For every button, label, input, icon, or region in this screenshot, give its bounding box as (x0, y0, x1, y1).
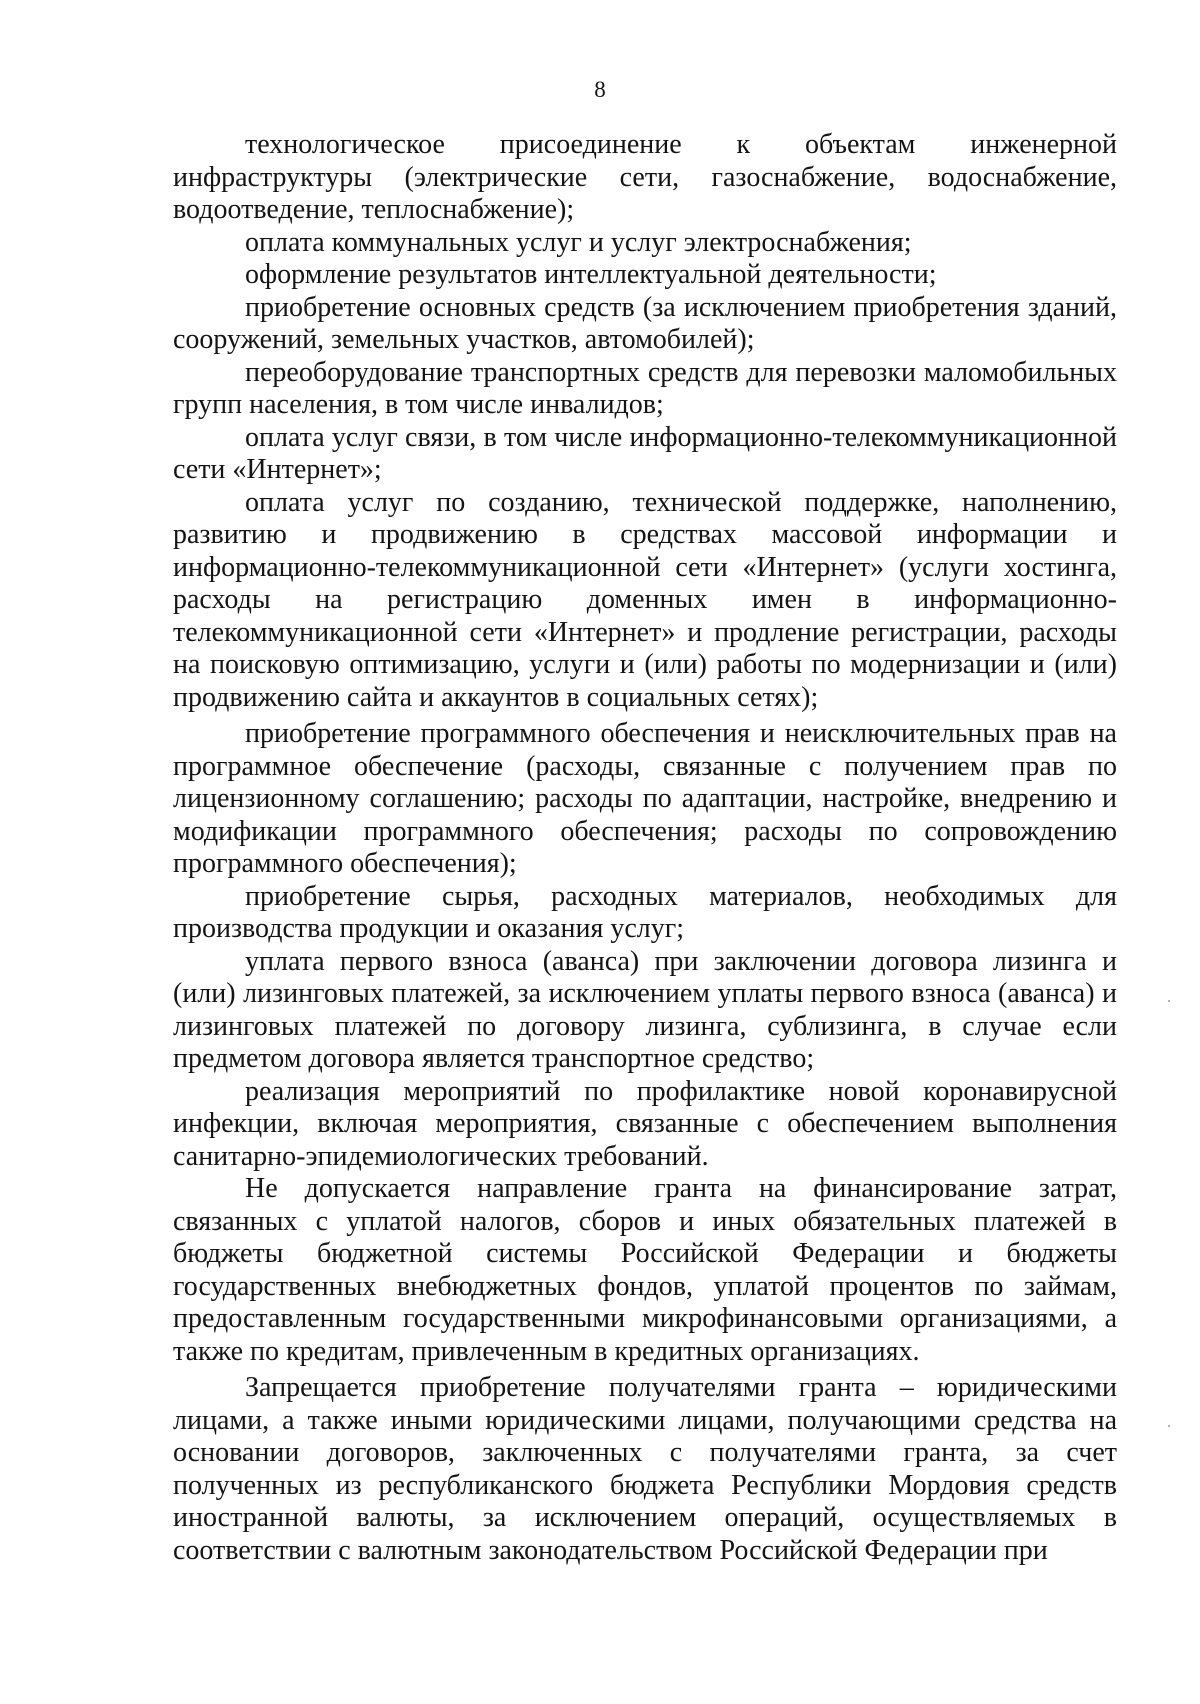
paragraph-connection: технологическое присоединение к объектам инженерной инфраструктуры (электрические сети, газоснабжение, водоснабжение, водоотведение, теплоснабжение); (173, 129, 1117, 225)
scan-speck (1168, 1000, 1170, 1002)
paragraph-grant-restrictions: Не допускается направление гранта на финансирование затрат, связанных с уплатой налогов, сборов и иных обязательных платежей в бюджеты бюджетной системы Российской Федерации и бюджеты государственных внебюджетных фондов, уплатой процентов по займам, предоставленным государственными микрофинансовыми организациями, а также по кредитам, привлеченным в кредитных организациях. (173, 1173, 1117, 1367)
paragraph-intellectual: оформление результатов интеллектуальной деятельности; (245, 259, 937, 290)
paragraph-currency-prohibition: Запрещается приобретение получателями гранта – юридическими лицами, а также иными юридическими лицами, получающими средства на основании договоров, заключенных с получателями гранта, за счет полученных из республиканского бюджета Республики Мордовия средств иностранной валюты, за исключением операций, осуществляемых в соответствии с валютным законодательством Российской Федерации при (173, 1372, 1117, 1566)
paragraph-raw-materials: приобретение сырья, расходных материалов, необходимых для производства продукции и оказания услуг; (173, 880, 1117, 944)
page-number: 8 (594, 77, 606, 102)
paragraph-leasing: уплата первого взноса (аванса) при заключении договора лизинга и (или) лизинговых платежей, за исключением уплаты первого взноса (аванса) и лизинговых платежей по договору лизинга, сублизинга, в случае если предметом договора является транспортное средство; (173, 945, 1117, 1074)
paragraph-covid-measures: реализация мероприятий по профилактике новой коронавирусной инфекции, включая мероприятия, связанные с обеспечением выполнения санитарно-эпидемиологических требований. (173, 1075, 1117, 1172)
paragraph-vehicle-conversion: переоборудование транспортных средств для перевозки маломобильных групп населения, в том числе инвалидов; (173, 356, 1117, 420)
paragraph-software: приобретение программного обеспечения и неисключительных прав на программное обеспечение (расходы, связанные с получением прав по лицензионному соглашению; расходы по адаптации, настройке, внедрению и модификации программного обеспечения; расходы по сопровождению программного обеспечения); (173, 718, 1117, 879)
document-body (173, 129, 1117, 1567)
paragraph-communication: оплата услуг связи, в том числе информационно-телекоммуникационной сети «Интернет»; (173, 421, 1117, 485)
paragraph-media-services: оплата услуг по созданию, технической поддержке, наполнению, развитию и продвижению в средствах массовой информации и информационно-телекоммуникационной сети «Интернет» (услуги хостинга, расходы на регистрацию доменных имен в информационно-телекоммуникационной сети «Интернет» и продление регистрации, расходы на поисковую оптимизацию, услуги и (или) работы по модернизации и (или) продвижению сайта и аккаунтов в социальных сетях); (173, 486, 1117, 713)
paragraph-fixed-assets: приобретение основных средств (за исключением приобретения зданий, сооружений, земельных участков, автомобилей); (173, 291, 1117, 355)
paragraph-utilities: оплата коммунальных услуг и услуг электроснабжения; (245, 226, 912, 258)
scan-speck (1168, 1425, 1170, 1427)
